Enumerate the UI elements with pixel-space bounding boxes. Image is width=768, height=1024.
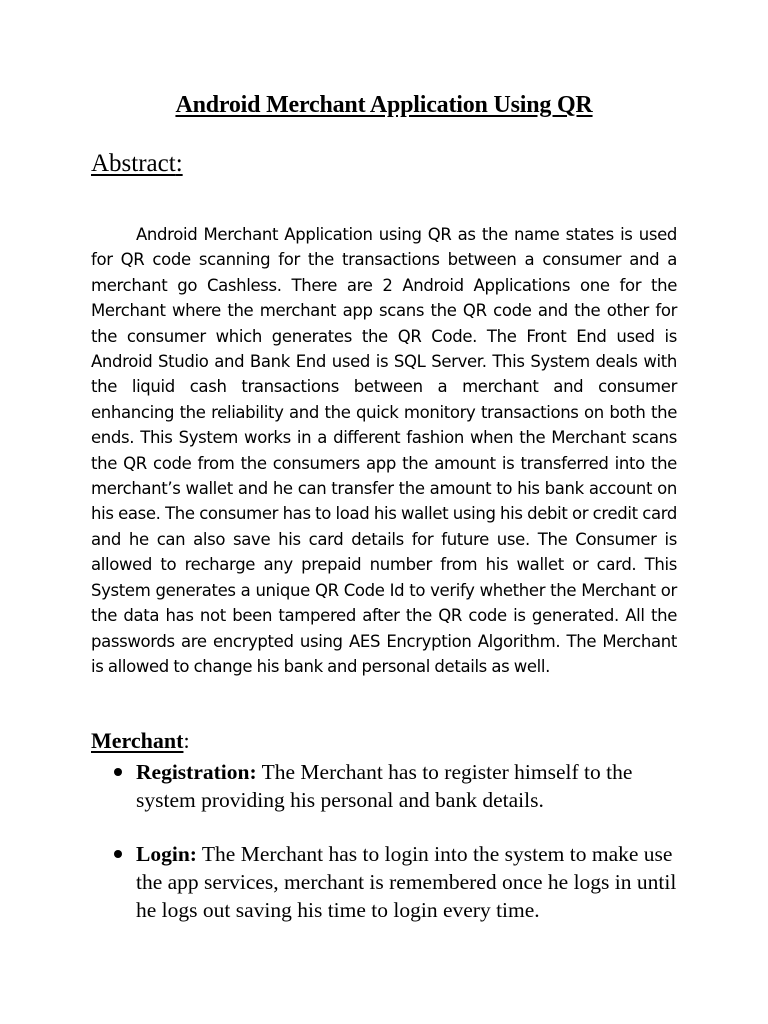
abstract-paragraph: Android Merchant Application using QR as the name states is used for QR code scanning for the transactions between a consumer and a merchant go Cashless. There are 2 Android Applications one for the Merchant where the merchant app scans the QR code and the other for the consumer which generates the QR Code. The Front End used is Android Studio and Bank End used is SQL Server. This System deals with the liquid cash transactions between a merchant and consumer enhancing the reliability and the quick monitory transactions on both the ends. This System works in a different fashion when the Merchant scans the QR code from the consumers app the amount is transferred into the merchant’s wallet and he can transfer the amount to his bank account on his ease. The consumer has to load his wallet using his debit or credit card and he can also save his card details for future use. The Consumer is allowed to recharge any prepaid number from his wallet or card. This System generates a unique QR Code Id to verify whether the Merchant or the data has not been tampered after the QR code is generated. All the passwords are encrypted using AES Encryption Algorithm. The Merchant is allowed to change his bank and personal details as well. xyxy=(91,225,677,676)
list-item-login xyxy=(110,840,690,924)
merchant-heading-label: Merchant xyxy=(91,728,184,753)
feature-term: Registration: xyxy=(136,760,257,784)
document-title: Android Merchant Application Using QR xyxy=(175,92,593,118)
feature-description: The Merchant has to register himself to the system providing his personal and bank details. xyxy=(136,760,633,812)
merchant-feature-list xyxy=(110,758,690,950)
bullet-icon xyxy=(114,768,122,776)
feature-description: The Merchant has to login into the system to make use the app services, merchant is remembered once he logs in until he logs out saving his time to login every time. xyxy=(136,842,677,922)
abstract-heading-label: Abstract xyxy=(91,150,176,177)
abstract-heading xyxy=(91,150,183,178)
list-item-registration xyxy=(110,758,690,814)
merchant-heading-colon: : xyxy=(183,728,190,753)
abstract-heading-colon: : xyxy=(175,150,183,177)
feature-term: Login: xyxy=(136,842,197,866)
bullet-icon xyxy=(114,850,122,858)
merchant-heading xyxy=(91,728,190,754)
